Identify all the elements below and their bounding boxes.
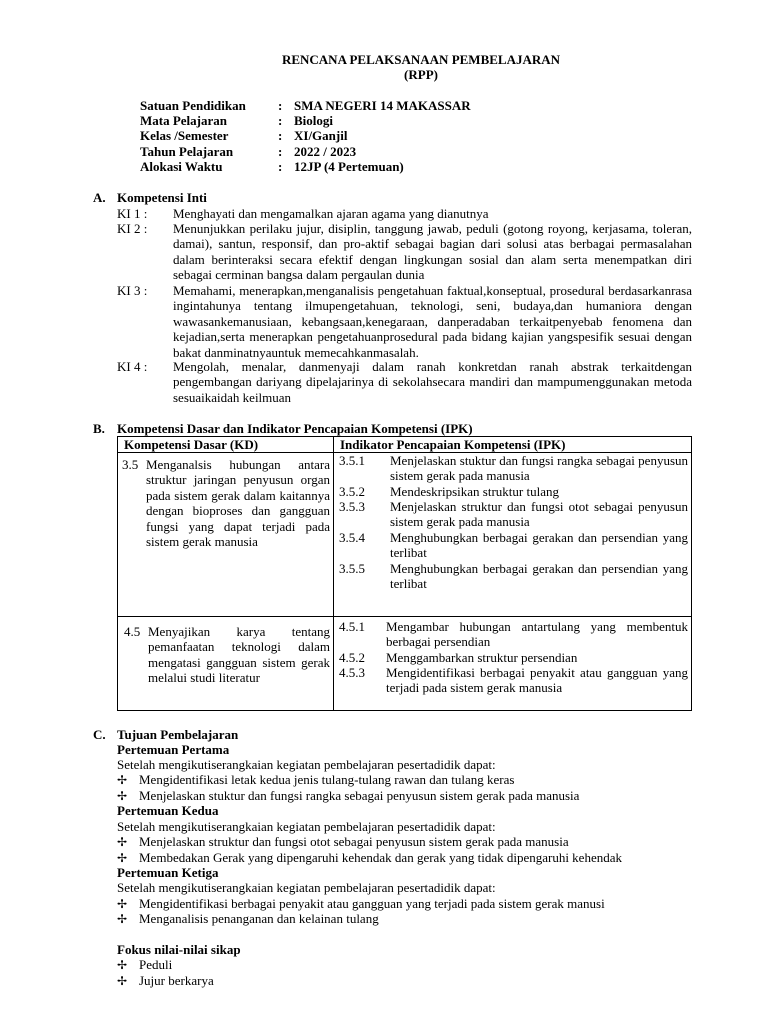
section-c-letter: C. [93,727,106,742]
kd-column-header: Kompetensi Dasar (KD) [124,437,259,452]
identity-label: Kelas /Semester [140,128,229,143]
meeting-intro: Setelah mengikutiserangkaian kegiatan pembelajaran pesertadidik dapat: [117,819,496,834]
meeting-heading: Pertemuan Kedua [117,803,219,818]
ipk-description: Mengidentifikasi berbagai penyakit atau gangguan yang terjadi pada sistem gerak manusia [386,665,688,696]
bullet-icon: ✢ [117,897,128,911]
list-item-text: Menjelaskan struktur dan fungsi otot sebagai penyusun sistem gerak pada manusia [139,834,569,849]
identity-colon: : [278,128,283,143]
document-subtitle: (RPP) [404,67,438,82]
ipk-number: 3.5.5 [339,561,365,576]
kd-description: Menyajikan karya tentang pemanfaatan teknologi dalam mengatasi gangguan sistem gerak melalui studi literatur [148,624,330,686]
identity-colon: : [278,98,283,113]
ki-code: KI 3 : [117,283,148,298]
ipk-number: 4.5.3 [339,665,365,680]
ipk-description: Menggambarkan struktur persendian [386,650,578,665]
identity-colon: : [278,144,283,159]
section-b-title: Kompetensi Dasar dan Indikator Pencapaian Kompetensi (IPK) [117,421,473,436]
identity-label: Mata Pelajaran [140,113,228,128]
identity-colon: : [278,159,283,174]
bullet-icon: ✢ [117,851,128,865]
ki-code: KI 1 : [117,206,148,221]
list-item-text: Membedakan Gerak yang dipengaruhi kehendak dan gerak yang tidak dipengaruhi kehendak [139,850,622,865]
section-b-letter: B. [93,421,105,436]
focus-title: Fokus nilai-nilai sikap [117,942,241,957]
identity-value: 12JP (4 Pertemuan) [294,159,404,174]
ki-code: KI 2 : [117,221,148,236]
bullet-icon: ✢ [117,773,128,787]
identity-label: Alokasi Waktu [140,159,223,174]
ipk-description: Menghubungkan berbagai gerakan dan persendian yang terlibat [390,530,688,561]
ki-text: Menghayati dan mengamalkan ajaran agama yang dianutnya [173,206,489,221]
identity-value: SMA NEGERI 14 MAKASSAR [294,98,471,113]
table-row [118,617,692,711]
bullet-icon: ✢ [117,835,128,849]
identity-label: Tahun Pelajaran [140,144,234,159]
ipk-number: 3.5.3 [339,499,365,514]
bullet-icon: ✢ [117,912,128,926]
ipk-number: 3.5.4 [339,530,365,545]
identity-label: Satuan Pendidikan [140,98,246,113]
table-header-row [118,437,692,453]
list-item-text: Menjelaskan stuktur dan fungsi rangka sebagai penyusun sistem gerak pada manusia [139,788,580,803]
list-item [117,911,379,927]
section-a-title: Kompetensi Inti [117,190,207,205]
ipk-description: Menjelaskan stuktur dan fungsi rangka sebagai penyusun sistem gerak pada manusia [390,453,688,484]
list-item [117,973,214,989]
identity-value: Biologi [294,113,334,128]
list-item-text: Mengidentifikasi letak kedua jenis tulang-tulang rawan dan tulang keras [139,772,515,787]
bullet-icon: ✢ [117,958,128,972]
list-item-text: Jujur berkarya [139,973,214,988]
ipk-number: 4.5.1 [339,619,365,634]
meeting-intro: Setelah mengikutiserangkaian kegiatan pembelajaran pesertadidik dapat: [117,880,496,895]
list-item [117,772,514,788]
ipk-description: Menjelaskan struktur dan fungsi otot sebagai penyusun sistem gerak pada manusia [390,499,688,530]
ki-text: Mengolah, menalar, danmenyaji dalam ranah konkretdan ranah abstrak terkaitdengan pengembangan dariyang dipelajarinya di sekolahsecara mandiri dan mampumenggunakan metoda sesuaikaidah keilmuan [173,359,692,405]
list-item-text: Mengidentifikasi berbagai penyakit atau gangguan yang terjadi pada sistem gerak manusi [139,896,605,911]
ipk-column-header: Indikator Pencapaian Kompetensi (IPK) [340,437,566,452]
ki-text: Menunjukkan perilaku jujur, disiplin, tanggung jawab, peduli (gotong royong, kerjasama, toleran, damai), santun, responsif, dan pro-aktif sebagai bagian dari solusi atas berbagai permasalahan dalam berinteraksi secara efektif dengan lingkungan sosial dan alam serta menempatkan diri sebagai cerminan bangsa dalam pergaulan dunia [173,221,692,283]
kd-number: 4.5 [124,624,141,639]
ipk-number: 3.5.2 [339,484,365,499]
meeting-heading: Pertemuan Pertama [117,742,230,757]
meeting-intro: Setelah mengikutiserangkaian kegiatan pembelajaran pesertadidik dapat: [117,757,496,772]
identity-value: 2022 / 2023 [294,144,357,159]
ki-text: Memahami, menerapkan,menganalisis pengetahuan faktual,konseptual, prosedural berdasarkanrasa ingintahunya tentang ilmupengetahuan, teknologi, seni, budaya,dan humaniora dengan wawasankemanusiaan, kebangsaan,kenegaraan, danperadaban terkaitpenyebab fenomena dan kejadian,serta menerapkan pengetahuanprosedural pada bidang kajian yangspesifik sesuai dengan bakat danminatnyauntuk memecahkanmasalah. [173,283,692,360]
list-item-text: Menganalisis penanganan dan kelainan tulang [139,911,379,926]
ipk-description: Mengambar hubungan antartulang yang membentuk berbagai persendian [386,619,688,650]
list-item [117,850,622,866]
ipk-description: Menghubungkan berbagai gerakan dan persendian yang terlibat [390,561,688,592]
list-item [117,788,579,804]
section-c-title: Tujuan Pembelajaran [117,727,239,742]
section-a-letter: A. [93,190,106,205]
list-item [117,896,605,912]
list-item-text: Peduli [139,957,173,972]
ipk-description: Mendeskripsikan struktur tulang [390,484,559,499]
bullet-icon: ✢ [117,974,128,988]
competency-table [117,436,692,711]
list-item [117,957,172,973]
identity-value: XI/Ganjil [294,128,348,143]
meeting-heading: Pertemuan Ketiga [117,865,219,880]
ipk-number: 3.5.1 [339,453,365,468]
kd-number: 3.5 [122,457,139,472]
table-row [118,453,692,617]
ki-code: KI 4 : [117,359,148,374]
list-item [117,834,569,850]
ipk-number: 4.5.2 [339,650,365,665]
identity-colon: : [278,113,283,128]
bullet-icon: ✢ [117,789,128,803]
kd-description: Menganalsis hubungan antara struktur jaringan penyusun organ pada sistem gerak dalam kaitannya dengan bioproses dan gangguan fungsi yang dapat terjadi pada sistem gerak manusia [146,457,330,550]
document-title: RENCANA PELAKSANAAN PEMBELAJARAN [281,52,561,67]
